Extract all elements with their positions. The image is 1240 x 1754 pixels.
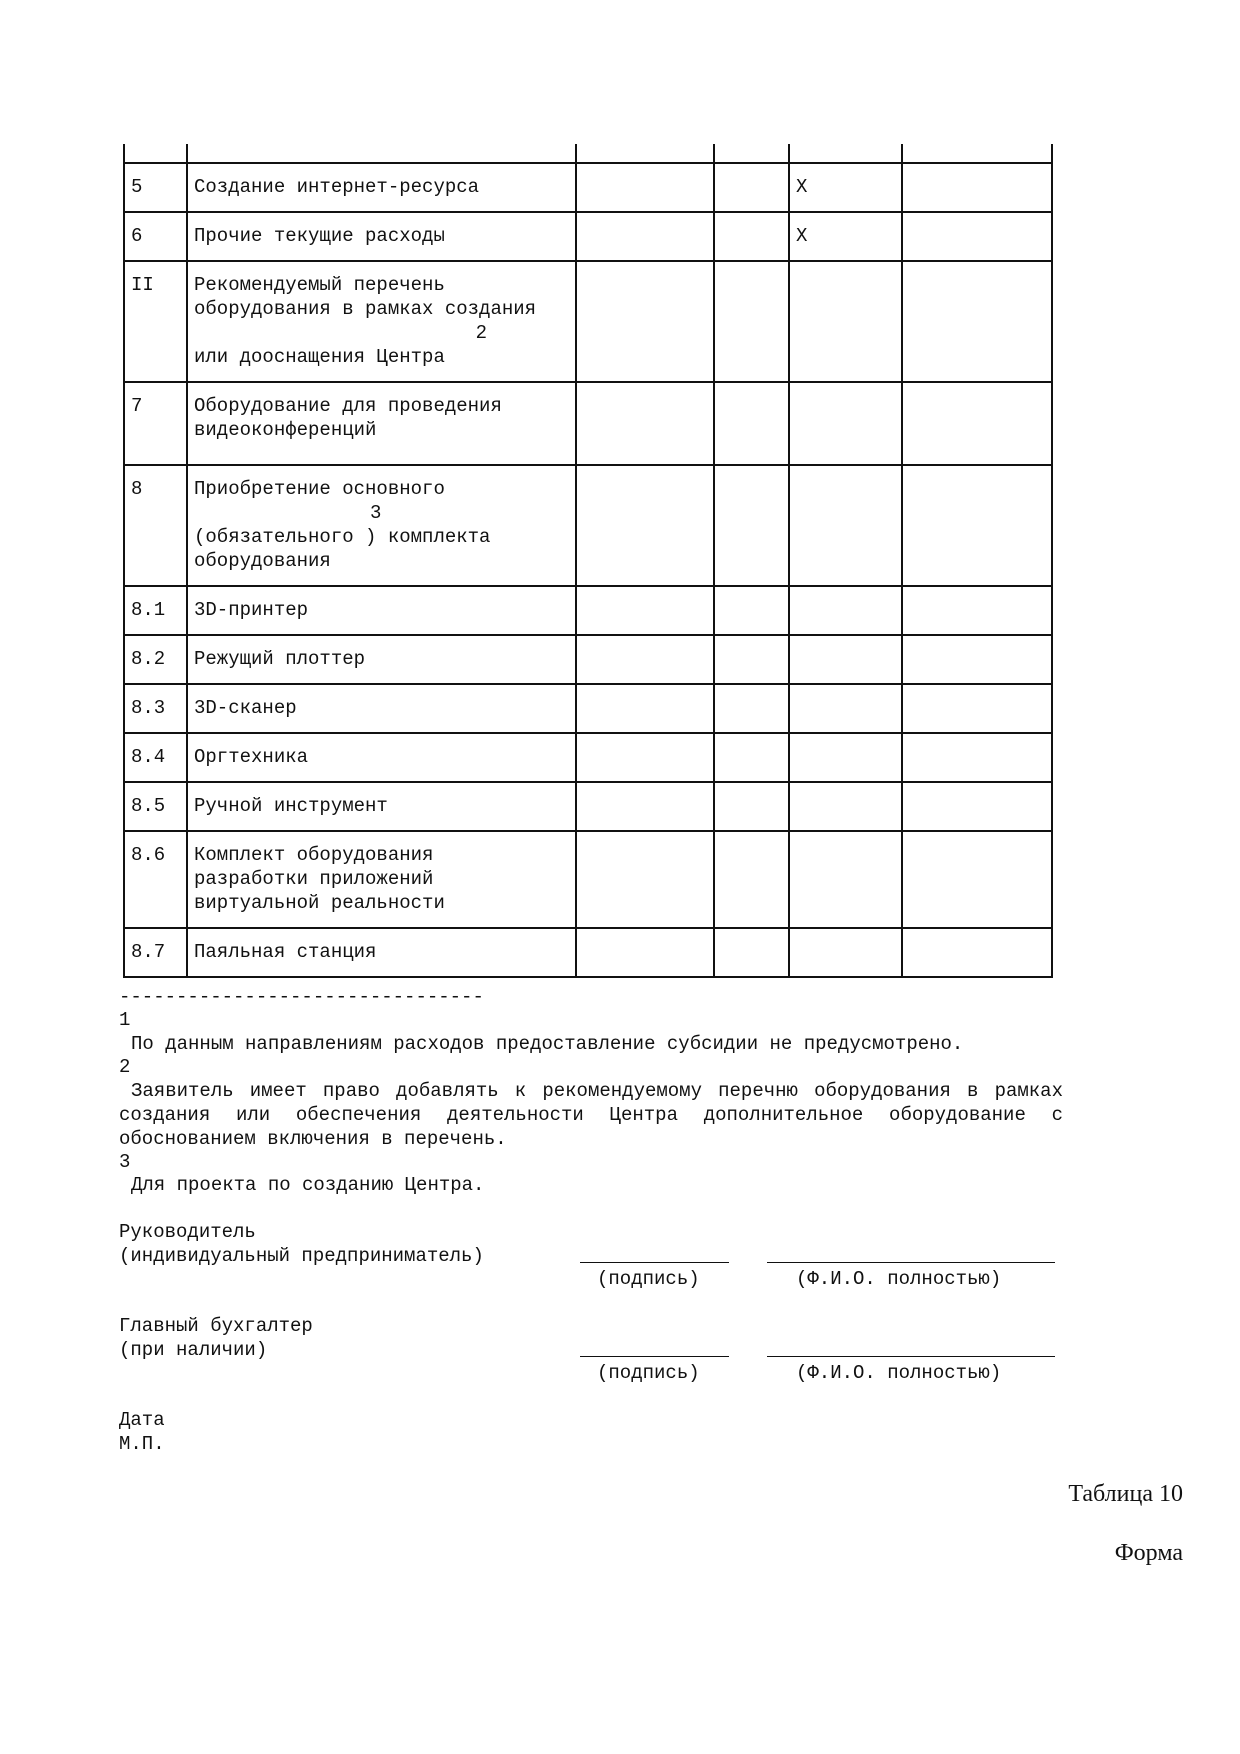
head-fio-caption: (Ф.И.О. полностью) [796, 1268, 1002, 1290]
table-row [123, 781, 1053, 830]
row-cell [577, 213, 715, 260]
form-label: Форма [1114, 1540, 1183, 1566]
table-row [123, 585, 1053, 634]
row-cell [790, 929, 903, 976]
head-signature-caption: (подпись) [597, 1268, 700, 1290]
row-cell [790, 466, 903, 585]
footnote-text-1: По данным направлениям расходов предоставление субсидии не предусмотрено. [131, 1033, 964, 1055]
row-cell [577, 164, 715, 211]
row-name: 3D-сканер [188, 685, 577, 732]
row-cell [715, 929, 790, 976]
footnote-text-2: Заявитель имеет право добавлять к рекомендуемому перечню оборудования в рамках создания или обеспечения деятельности Центра дополнительное оборудование с обоснованием включения в перечень. [119, 1080, 1063, 1150]
row-name: Прочие текущие расходы [188, 213, 577, 260]
row-cell [903, 383, 1053, 464]
row-cell [903, 213, 1053, 260]
footnote-text-3: Для проекта по созданию Центра. [131, 1174, 485, 1196]
row-cell [715, 783, 790, 830]
row-name: Рекомендуемый перечень оборудования в рамках создания 2 или дооснащения Центра [188, 262, 577, 381]
row-name: 3D-принтер [188, 587, 577, 634]
row-cell [715, 685, 790, 732]
row-name: Создание интернет-ресурса [188, 164, 577, 211]
row-cell [715, 734, 790, 781]
row-cell [577, 929, 715, 976]
row-cell [903, 734, 1053, 781]
row-name: Режущий плоттер [188, 636, 577, 683]
row-cell [790, 832, 903, 927]
accountant-signature-caption: (подпись) [597, 1362, 700, 1384]
row-name: Комплект оборудования разработки приложений виртуальной реальности [188, 832, 577, 927]
row-name: Оборудование для проведения видеоконференций [188, 383, 577, 464]
row-cell [715, 466, 790, 585]
row-number: 6 [125, 213, 188, 260]
row-name: Паяльная станция [188, 929, 577, 976]
row-cell [715, 164, 790, 211]
row-cell [903, 164, 1053, 211]
footnote-separator: -------------------------------- [119, 986, 484, 1008]
row-cell [790, 734, 903, 781]
table-row [123, 464, 1053, 585]
row-cell [903, 832, 1053, 927]
table-continuation-ticks [123, 144, 1053, 162]
table-row [123, 732, 1053, 781]
date-label: Дата [119, 1409, 165, 1431]
row-cell [577, 587, 715, 634]
footnote-ref: 2 [475, 322, 487, 344]
table-row [123, 162, 1053, 211]
row-cell [903, 783, 1053, 830]
table-row [123, 634, 1053, 683]
row-cell [790, 383, 903, 464]
row-mark: X [790, 213, 903, 260]
footnote-number-2: 2 [119, 1056, 131, 1078]
row-number: 8.5 [125, 783, 188, 830]
accountant-fio-line [767, 1356, 1055, 1357]
row-cell [790, 783, 903, 830]
row-cell [577, 636, 715, 683]
table-row [123, 683, 1053, 732]
footnote-ref: 3 [370, 502, 382, 524]
row-number: 5 [125, 164, 188, 211]
row-cell [715, 383, 790, 464]
head-label-note: (индивидуальный предприниматель) [119, 1245, 484, 1267]
head-signature-line [580, 1262, 729, 1263]
row-cell [577, 262, 715, 381]
row-number: 8.7 [125, 929, 188, 976]
row-name: Оргтехника [188, 734, 577, 781]
row-cell [903, 636, 1053, 683]
row-cell [577, 832, 715, 927]
row-cell [577, 734, 715, 781]
row-cell [790, 587, 903, 634]
row-cell [790, 262, 903, 381]
row-cell [577, 383, 715, 464]
row-number: 8.3 [125, 685, 188, 732]
row-cell [903, 929, 1053, 976]
row-number: II [125, 262, 188, 381]
row-cell [903, 587, 1053, 634]
row-cell [903, 262, 1053, 381]
row-number: 8.6 [125, 832, 188, 927]
row-cell [715, 262, 790, 381]
table-row [123, 830, 1053, 927]
row-name: Ручной инструмент [188, 783, 577, 830]
table-row [123, 260, 1053, 381]
row-cell [790, 636, 903, 683]
expense-table [123, 144, 1053, 978]
row-number: 8.4 [125, 734, 188, 781]
row-cell [577, 783, 715, 830]
stamp-label: М.П. [119, 1433, 165, 1455]
row-cell [577, 466, 715, 585]
head-fio-line [767, 1262, 1055, 1263]
row-cell [715, 636, 790, 683]
footnote-number-1: 1 [119, 1009, 131, 1031]
footnote-number-3: 3 [119, 1151, 131, 1173]
row-number: 8 [125, 466, 188, 585]
row-cell [903, 685, 1053, 732]
accountant-label-note: (при наличии) [119, 1339, 268, 1361]
row-mark: X [790, 164, 903, 211]
row-cell [790, 685, 903, 732]
table-row [123, 927, 1053, 978]
row-number: 7 [125, 383, 188, 464]
row-cell [715, 587, 790, 634]
head-label: Руководитель [119, 1221, 256, 1243]
row-cell [715, 213, 790, 260]
row-cell [715, 832, 790, 927]
accountant-fio-caption: (Ф.И.О. полностью) [796, 1362, 1002, 1384]
row-cell [577, 685, 715, 732]
accountant-signature-line [580, 1356, 729, 1357]
row-name: Приобретение основного 3 (обязательного ) комплекта оборудования [188, 466, 577, 585]
row-number: 8.2 [125, 636, 188, 683]
table-row [123, 211, 1053, 260]
accountant-label: Главный бухгалтер [119, 1315, 313, 1337]
row-number: 8.1 [125, 587, 188, 634]
table-row [123, 381, 1053, 464]
table-number-heading: Таблица 10 [1068, 1481, 1183, 1507]
row-cell [903, 466, 1053, 585]
